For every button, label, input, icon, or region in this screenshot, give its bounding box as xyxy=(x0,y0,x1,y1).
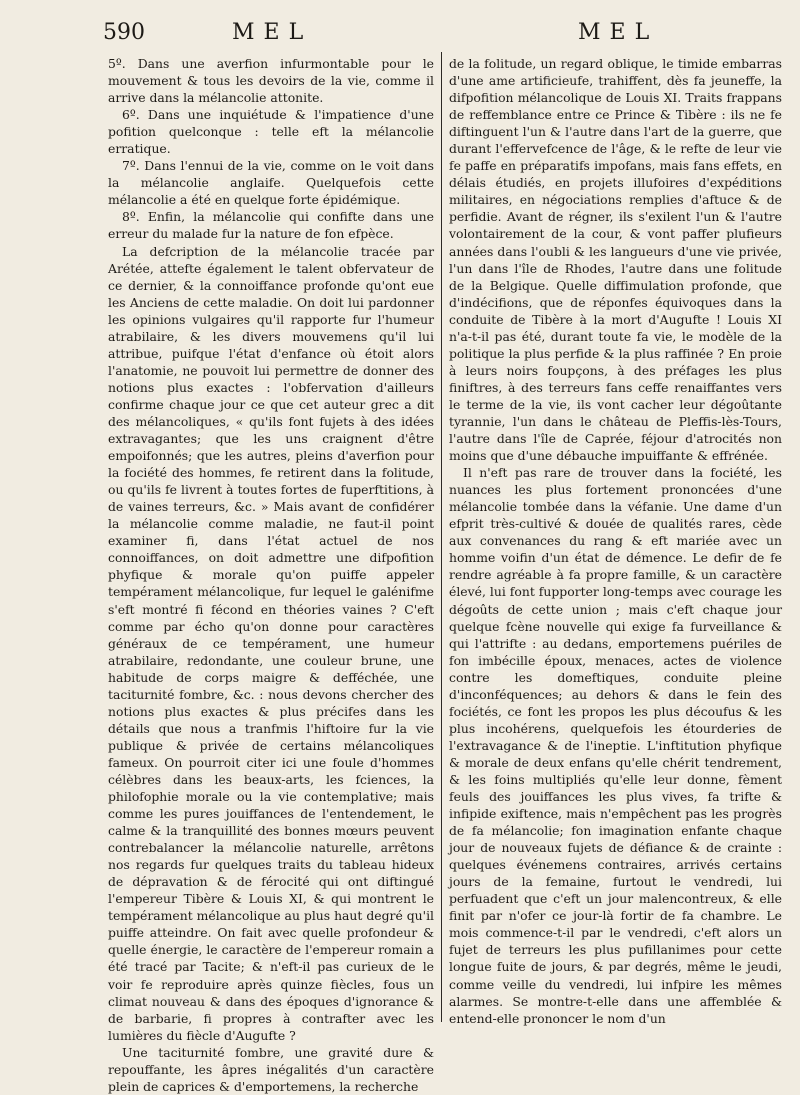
paragraph-continuation: de la folitude, un regard oblique, le timide embarras d'une ame artificieufe, trahiffent, dès fa jeuneffe, la difpofition mélancolique de Louis XI. Traits frappans de reffemblance entre ce Prince & Tibère : ils ne fe diftinguent l'un & l'autre dans l'art de la guerre, que durant l'effervefcence de l'âge, & le refte de leur vie fe paffe en préparatifs impofans, mais fans effets, en délais étudiés, en projets illufoires d'expéditions militaires, en négociations remplies d'aftuce & de perfidie. Avant de régner, ils s'exilent l'un & l'autre volontairement de la cour, & vont paffer plufieurs années dans l'oubli & les langueurs d'une vie privée, l'un dans l'île de Rhodes, l'autre dans une folitude de la Belgique. Quelle diffimulation profonde, que d'indécifions, que de réponfes équivoques dans la conduite de Tibère à la mort d'Augufte ! Louis XI n'a-t-il pas été, durant toute fa vie, le modèle de la politique la plus perfide & la plus raffinée ? En proie à leurs noirs foupçons, à des préfages les plus finiftres, à des terreurs fans ceffe renaiffantes vers le terme de la vie, ils vont cacher leur dégoûtante tyrannie, l'un dans le château de Pleffis-lès-Tours, l'autre dans l'île de Caprée, féjour d'atrocités non moins que d'une débauche impuiffante & effrénée. xyxy=(449,56,782,464)
right-column xyxy=(449,55,782,1027)
column-divider xyxy=(441,52,442,1022)
page-number: 590 xyxy=(103,20,145,45)
running-head-right: MEL xyxy=(578,20,659,45)
paragraph-taciturnity: Une taciturnité fombre, une gravité dure & repouffante, les âpres inégalités d'un caractère plein de caprices & d'emportemens, la recherche xyxy=(108,1044,434,1094)
paragraph-item-7: 7º. Dans l'ennui de la vie, comme on le voit dans la mélancolie anglaife. Quelquefois cette mélancolie a été en quelque forte épidémique. xyxy=(108,158,434,208)
paragraph-item-6: 6º. Dans une inquiétude & l'impatience d'une pofition quelconque : telle eft la mélancolie erratique. xyxy=(108,107,434,157)
page-header xyxy=(0,14,800,48)
running-head-left: MEL xyxy=(232,20,313,45)
left-column xyxy=(108,55,434,1095)
paragraph-lady-case: Il n'eft pas rare de trouver dans la fociété, les nuances les plus fortement prononcées d'une mélancolie tombée dans la véfanie. Une dame d'un efprit très-cultivé & douée de qualités rares, cède aux convenances du rang & eft mariée avec un homme voifin d'un état de démence. Le defir de fe rendre agréable à fa propre famille, & un caractère élevé, lui font fupporter long-temps avec courage les dégoûts de cette union ; mais c'eft chaque jour quelque fcène nouvelle qui exige fa furveillance & qui l'attrifte : au dedans, emportemens puériles de fon imbécille époux, menaces, actes de violence contre les domeftiques, conduite pleine d'inconféquences; au dehors & dans le fein des fociétés, ce font les propos les plus découfus & les plus incohérens, quelquefois les étourderies de l'extravagance & de l'ineptie. L'inftitution phyfique & morale de deux enfans qu'elle chérit tendrement, & les foins multipliés qu'elle leur donne, fèment feuls des jouiffances les plus vives, fa trifte & infipide exiftence, mais n'empêchent pas les progrès de fa mélancolie; fon imagination enfante chaque jour de nouveaux fujets de défiance & de crainte : quelques événemens contraires, arrivés certains jours de la femaine, furtout le vendredi, lui perfuadent que c'eft un jour malencontreux, & elle finit par n'ofer ce jour-là fortir de fa chambre. Le mois commence-t-il par le vendredi, c'eft alors un fujet de terreurs les plus pufillanimes pour cette longue fuite de jours, & par degrés, même le jeudi, comme veille du vendredi, lui infpire les mêmes alarmes. Se montre-t-elle dans une affemblée & entend-elle prononcer le nom d'un xyxy=(449,465,782,1026)
paragraph-areteus: La defcription de la mélancolie tracée par Arétée, attefte également le talent obfervateur de ce dernier, & la connoiffance profonde qu'ont eue les Anciens de cette maladie. On doit lui pardonner les opinions vulgaires qu'il rapporte fur l'humeur atrabilaire, & les divers mouvemens qu'il lui attribue, puifque l'état d'enfance où étoit alors l'anatomie, ne pouvoit lui permettre de donner des notions plus exactes : l'obfervation d'ailleurs confirme chaque jour ce que cet auteur grec a dit des mélancoliques, « qu'ils font fujets à des idées extravagantes; que les uns craignent d'être empoifonnés; que les autres, pleins d'averfion pour la fociété des hommes, fe retirent dans la folitude, ou qu'ils fe livrent à toutes fortes de fuperftitions, à de vaines terreurs, &c. » Mais avant de confidérer la mélancolie comme maladie, ne faut-il point examiner fi, dans l'état actuel de nos connoiffances, on doit admettre une difpofition phyfique & morale qu'on puiffe appeler tempérament mélancolique, fur lequel le galénifme s'eft montré fi fécond en théories vaines ? C'eft comme par écho qu'on donne pour caractères généraux de ce tempérament, une humeur atrabilaire, redondante, une couleur brune, une habitude de corps maigre & defféchée, une taciturnité fombre, &c. : nous devons chercher des notions plus exactes & plus précifes dans les détails que nous a tranfmis l'hiftoire fur la vie publique & privée de certains mélancoliques fameux. On pourroit citer ici une foule d'hommes célèbres dans les beaux-arts, les fciences, la philofophie morale ou la vie contemplative; mais comme les pures jouiffances de l'entendement, le calme & la tranquillité des bonnes mœurs peuvent contrebalancer la mélancolie naturelle, arrêtons nos regards fur quelques traits du tableau hideux de dépravation & de férocité qui ont diftingué l'empereur Tibère & Louis XI, & qui montrent le tempérament mélancolique au plus haut degré qu'il puiffe atteindre. On fait avec quelle profondeur & quelle énergie, le caractère de l'empereur romain a été tracé par Tacite; & n'eft-il pas curieux de le voir fe reproduire après quinze fiècles, fous un climat nouveau & dans des époques d'ignorance & de barbarie, fi propres à contrafter avec les lumières du fiècle d'Augufte ? xyxy=(108,243,434,1043)
paragraph-item-5: 5º. Dans une averfion infurmontable pour le mouvement & tous les devoirs de la vie, comme il arrive dans la mélancolie attonite. xyxy=(108,56,434,106)
paragraph-item-8: 8º. Enfin, la mélancolie qui confifte dans une erreur du malade fur la nature de fon efpèce. xyxy=(108,209,434,242)
